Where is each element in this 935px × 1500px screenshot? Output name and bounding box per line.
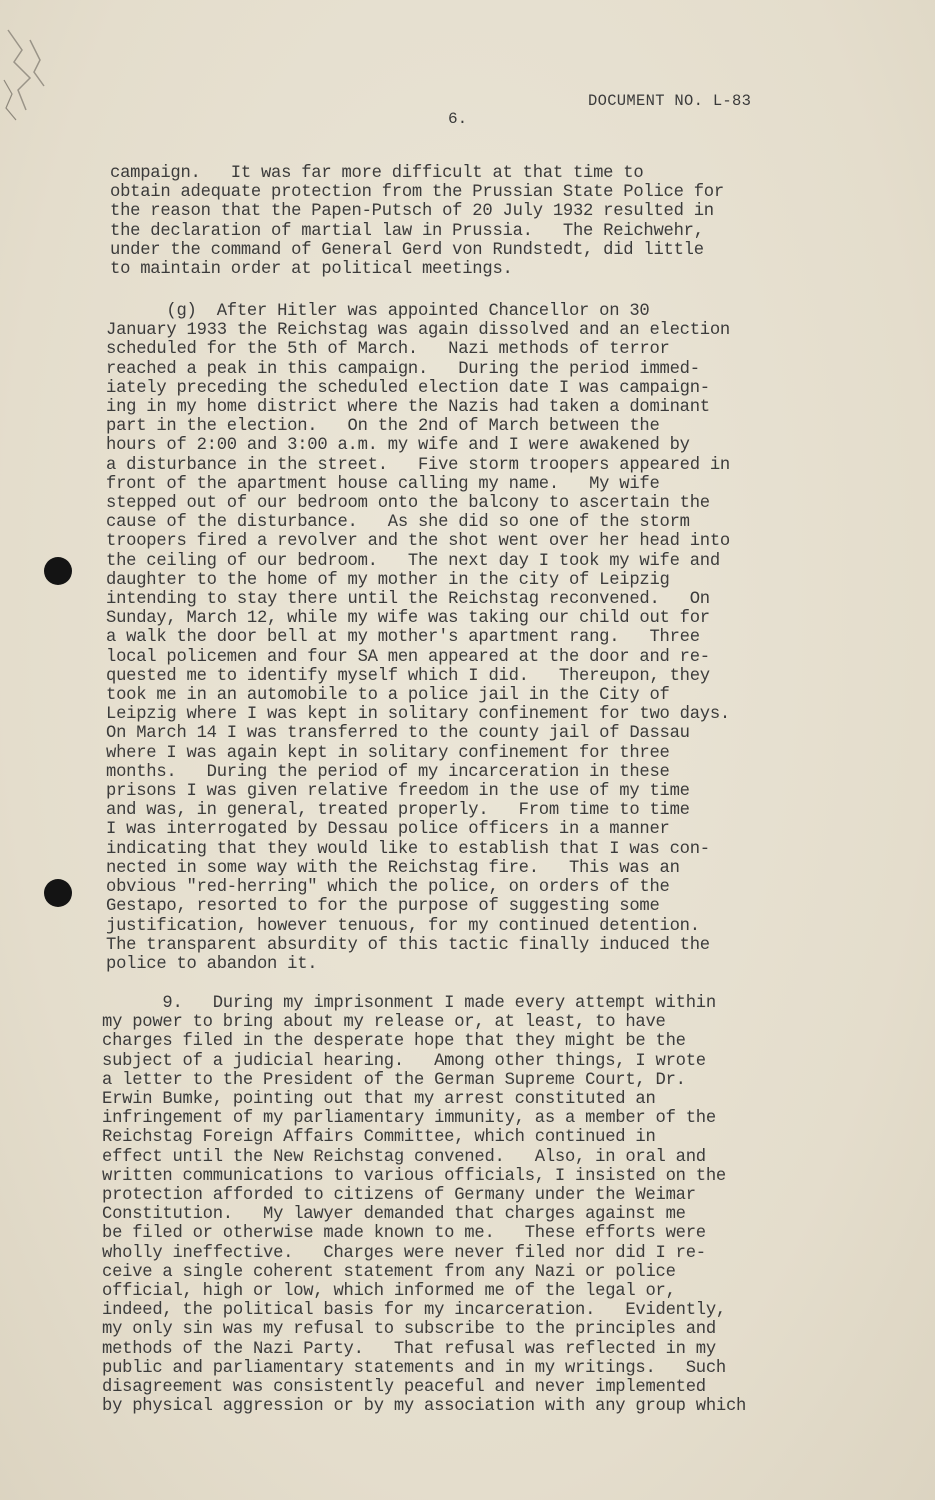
text-line: daughter to the home of my mother in the city of Leipzig	[106, 570, 670, 590]
text-line: scheduled for the 5th of March. Nazi methods of terror	[106, 340, 670, 360]
text-line: took me in an automobile to a police jail in the City of	[106, 686, 670, 706]
text-line: quested me to identify myself which I did. Thereupon, they	[106, 666, 710, 686]
text-line: subject of a judicial hearing. Among other things, I wrote	[102, 1051, 706, 1071]
text-line: effect until the New Reichstag convened. Also, in oral and	[102, 1147, 706, 1167]
text-line: Reichstag Foreign Affairs Committee, which continued in	[102, 1128, 656, 1148]
text-line: where I was again kept in solitary confinement for three	[106, 743, 670, 763]
text-line: prisons I was given relative freedom in the use of my time	[106, 782, 690, 802]
text-line: written communications to various officials, I insisted on the	[102, 1166, 726, 1186]
text-line: front of the apartment house calling my name. My wife	[106, 474, 660, 494]
text-line: campaign. It was far more difficult at that time to	[110, 164, 644, 183]
text-line: On March 14 I was transferred to the county jail of Dassau	[106, 724, 690, 744]
text-line: January 1933 the Reichstag was again dissolved and an election	[106, 321, 730, 341]
text-line: wholly ineffective. Charges were never filed nor did I re-	[102, 1243, 706, 1263]
text-line: police to abandon it.	[106, 954, 318, 974]
text-line: be filed or otherwise made known to me. These efforts were	[102, 1224, 706, 1244]
text-line: The transparent absurdity of this tactic finally induced the	[106, 935, 710, 955]
text-line: Gestapo, resorted to for the purpose of suggesting some	[106, 897, 660, 917]
text-line: Constitution. My lawyer demanded that charges against me	[102, 1205, 686, 1225]
text-line: the ceiling of our bedroom. The next day I took my wife and	[106, 551, 720, 571]
text-line: months. During the period of my incarceration in these	[106, 762, 670, 782]
text-line: nected in some way with the Reichstag fire. This was an	[106, 858, 680, 878]
text-line: protection afforded to citizens of Germany under the Weimar	[102, 1186, 696, 1206]
text-line: public and parliamentary statements and in my writings. Such	[102, 1358, 726, 1378]
text-line: Leipzig where I was kept in solitary confinement for two days.	[106, 705, 730, 725]
text-line: (g) After Hitler was appointed Chancellor on 30	[106, 302, 650, 321]
text-line: infringement of my parliamentary immunity, as a member of the	[102, 1109, 716, 1129]
text-line: obtain adequate protection from the Prussian State Police for	[110, 183, 724, 203]
paragraph-g	[106, 302, 866, 974]
text-line: iately preceding the scheduled election date I was campaign-	[106, 378, 710, 398]
text-line: the reason that the Papen-Putsch of 20 July 1932 resulted in	[110, 202, 714, 222]
text-line: my power to bring about my release or, at least, to have	[102, 1013, 666, 1033]
text-line: charges filed in the desperate hope that they might be the	[102, 1032, 686, 1052]
text-line: local policemen and four SA men appeared at the door and re-	[106, 647, 710, 667]
text-line: a letter to the President of the German Supreme Court, Dr.	[102, 1070, 686, 1090]
text-line: disagreement was consistently peaceful and never implemented	[102, 1378, 706, 1398]
text-line: my only sin was my refusal to subscribe to the principles and	[102, 1320, 716, 1340]
page-number: 6.	[448, 110, 468, 128]
text-line: Sunday, March 12, while my wife was taking our child out for	[106, 609, 710, 629]
text-line: to maintain order at political meetings.	[110, 260, 513, 280]
text-line: reached a peak in this campaign. During the period immed-	[106, 359, 700, 379]
document-number: DOCUMENT NO. L-83	[588, 92, 752, 110]
text-line: a disturbance in the street. Five storm troopers appeared in	[106, 455, 730, 475]
text-line: under the command of General Gerd von Rundstedt, did little	[110, 240, 704, 260]
text-line: cause of the disturbance. As she did so one of the storm	[106, 513, 690, 533]
text-line: stepped out of our bedroom onto the balcony to ascertain the	[106, 494, 710, 514]
text-line: methods of the Nazi Party. That refusal was reflected in my	[102, 1339, 716, 1359]
text-line: intending to stay there until the Reichstag reconvened. On	[106, 590, 710, 610]
text-line: I was interrogated by Dessau police officers in a manner	[106, 820, 670, 840]
text-line: a walk the door bell at my mother's apartment rang. Three	[106, 628, 700, 648]
text-line: hours of 2:00 and 3:00 a.m. my wife and I were awakened by	[106, 436, 690, 456]
paragraph-9	[102, 994, 862, 1416]
text-line: and was, in general, treated properly. From time to time	[106, 801, 690, 821]
paragraph-campaign	[110, 164, 870, 279]
text-line: justification, however tenuous, for my continued detention.	[106, 916, 700, 936]
text-line: official, high or low, which informed me of the legal or,	[102, 1282, 676, 1302]
text-line: indeed, the political basis for my incarceration. Evidently,	[102, 1301, 726, 1321]
text-line: by physical aggression or by my association with any group which	[102, 1397, 747, 1417]
text-line: indicating that they would like to establish that I was con-	[106, 839, 710, 859]
punch-hole	[44, 557, 72, 585]
paper-tear-mark	[0, 20, 60, 130]
text-line: troopers fired a revolver and the shot went over her head into	[106, 532, 730, 552]
text-line: obvious "red-herring" which the police, on orders of the	[106, 878, 670, 898]
text-line: 9. During my imprisonment I made every attempt within	[102, 994, 716, 1013]
text-line: the declaration of martial law in Prussia. The Reichwehr,	[110, 221, 704, 241]
punch-hole	[44, 879, 72, 907]
text-line: ceive a single coherent statement from any Nazi or police	[102, 1262, 676, 1282]
text-line: Erwin Bumke, pointing out that my arrest constituted an	[102, 1090, 656, 1110]
text-line: part in the election. On the 2nd of March between the	[106, 417, 660, 437]
text-line: ing in my home district where the Nazis had taken a dominant	[106, 398, 710, 418]
